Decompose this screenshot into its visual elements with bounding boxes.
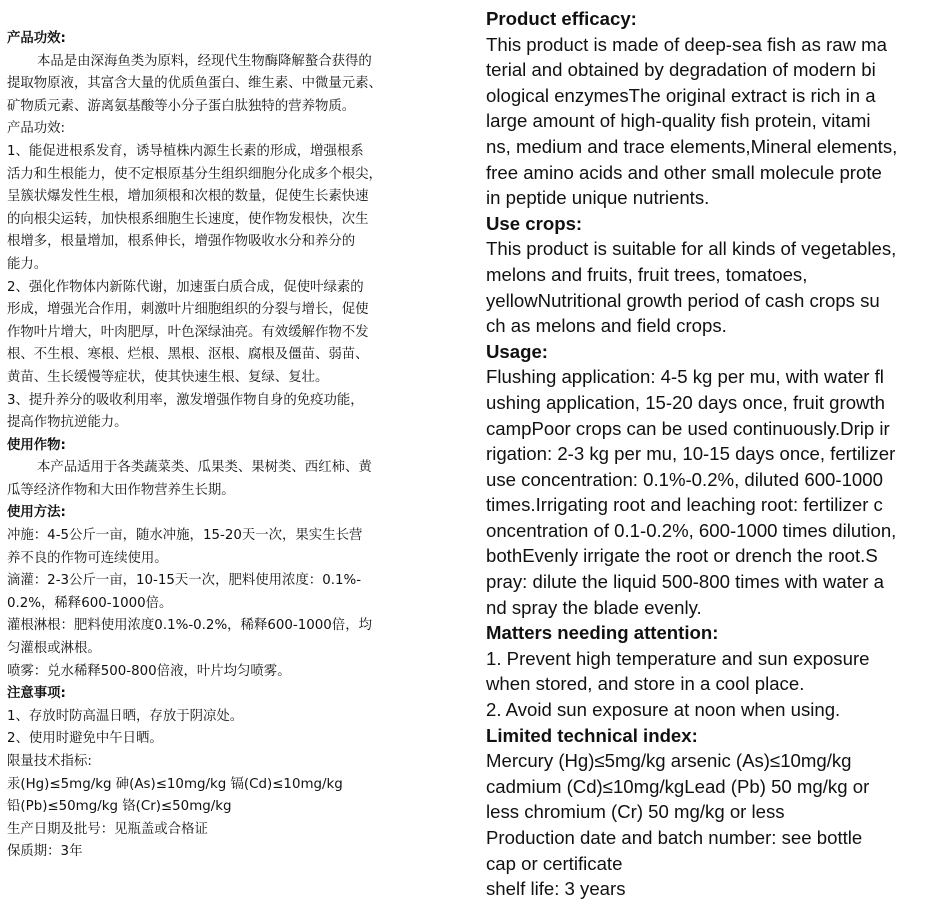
zh-text-line: 活力和生根能力，使不定根原基分生组织细胞分化成多个根尖， [7, 166, 382, 182]
zh-heading: 产品功效: [7, 31, 66, 46]
en-text-line: oncentration of 0.1-0.2%, 600-1000 times dilution, [486, 519, 897, 541]
en-heading: Limited technical index: [486, 724, 698, 746]
en-text-line: campPoor crops can be used continuously.Drip ir [486, 417, 890, 439]
chinese-text-column [7, 28, 459, 864]
en-text-line: cadmium (Cd)≤10mg/kgLead (Pb) 50 mg/kg or [486, 775, 870, 797]
en-text-line: shelf life: 3 years [486, 878, 626, 900]
en-text-line: ological enzymesThe original extract is rich in a [486, 84, 876, 106]
zh-text-line: 限量技术指标: [7, 754, 92, 769]
en-text-line: melons and fruits, fruit trees, tomatoes, [486, 263, 808, 285]
en-text-line: when stored, and store in a cool place. [486, 673, 805, 695]
en-text-line: terial and obtained by degradation of modern bi [486, 59, 876, 81]
en-heading: Usage: [486, 340, 549, 362]
zh-text-line: 养不良的作物可连续使用。 [7, 550, 168, 566]
en-text-line: pray: dilute the liquid 500-800 times with water a [486, 571, 884, 593]
zh-text-line: 瓜等经济作物和大田作物营养生长期。 [7, 482, 235, 498]
zh-text-line: 提高作物抗逆能力。 [7, 415, 128, 431]
zh-text-line: 生产日期及批号：见瓶盖或合格证 [7, 821, 208, 837]
zh-text-line: 形成，增强光合作用，刺激叶片细胞组织的分裂与增长，促使 [7, 302, 369, 318]
en-text-line: cap or certificate [486, 852, 623, 874]
zh-text-line: 2、使用时避免中午日晒。 [7, 731, 163, 747]
zh-text-line: 的向根尖运转，加快根系细胞生长速度，使作物发根快，次生 [7, 211, 369, 227]
zh-text-line: 喷雾：兑水稀释500-800倍液，叶片均匀喷雾。 [7, 663, 291, 679]
en-text-line: nd spray the blade evenly. [486, 596, 702, 618]
zh-text-line: 汞(Hg)≤5mg/kg 砷(As)≤10mg/kg 镉(Cd)≤10mg/kg [7, 776, 343, 792]
en-text-line: Flushing application: 4-5 kg per mu, with water fl [486, 366, 884, 388]
en-text-line: free amino acids and other small molecule prote [486, 161, 882, 183]
zh-text-line: 矿物质元素、游离氨基酸等小分子蛋白肽独特的营养物质。 [7, 98, 356, 114]
zh-text-line: 产品功效: [7, 121, 66, 137]
en-heading: Matters needing attention: [486, 622, 719, 644]
zh-text-line: 1、能促进根系发育，诱导植株内源生长素的形成，增强根系 [7, 143, 364, 159]
en-heading: Product efficacy: [486, 8, 637, 29]
en-text-line: 1. Prevent high temperature and sun exposure [486, 647, 870, 669]
zh-text-line: 作物叶片增大，叶肉肥厚，叶色深绿油亮。有效缓解作物不发 [7, 324, 369, 340]
zh-text-line: 匀灌根或淋根。 [7, 641, 101, 657]
zh-text-line: 本品是由深海鱼类为原料，经现代生物酶降解螯合获得的 [37, 53, 372, 69]
en-text-line: ch as melons and field crops. [486, 315, 727, 337]
zh-text-line: 能力。 [7, 256, 48, 272]
en-text-line: bothEvenly irrigate the root or drench the root.S [486, 545, 878, 567]
zh-text-line: 保质期：3年 [7, 844, 83, 860]
en-heading: Use crops: [486, 212, 583, 234]
english-text-column [486, 6, 948, 902]
en-text-line: use concentration: 0.1%-0.2%, diluted 600-1000 [486, 468, 883, 490]
en-text-line: 2. Avoid sun exposure at noon when using. [486, 699, 841, 721]
zh-text-line: 黄苗、生长缓慢等症状，使其快速生根、复绿、复壮。 [7, 369, 329, 385]
zh-text-line: 根、不生根、寒根、烂根、黑根、沤根、腐根及僵苗、弱苗、 [7, 347, 369, 363]
zh-text-line: 灌根淋根：肥料使用浓度0.1%-0.2%，稀释600-1000倍，均 [7, 618, 372, 634]
zh-text-line: 铅(Pb)≤50mg/kg 铬(Cr)≤50mg/kg [7, 799, 232, 815]
zh-text-line: 呈簇状爆发性生根，增加须根和次根的数量，促使生长素快速 [7, 189, 369, 205]
en-text-line: large amount of high-quality fish protein, vitami [486, 110, 871, 132]
zh-text-line: 提取物原液，其富含大量的优质鱼蛋白、维生素、中微量元素、 [7, 76, 382, 92]
en-text-line: This product is made of deep-sea fish as raw ma [486, 33, 887, 55]
en-text-line: yellowNutritional growth period of cash crops su [486, 289, 880, 311]
zh-text-line: 本产品适用于各类蔬菜类、瓜果类、果树类、西红柿、黄 [37, 460, 372, 476]
en-text-line: rigation: 2-3 kg per mu, 10-15 days once, fertilizer [486, 443, 896, 465]
zh-heading: 使用作物: [7, 437, 66, 453]
en-text-line: times.Irrigating root and leaching root: fertilizer c [486, 494, 883, 516]
zh-heading: 使用方法: [7, 505, 66, 521]
zh-text-line: 0.2%，稀释600-1000倍。 [7, 595, 173, 611]
en-text-line: Mercury (Hg)≤5mg/kg arsenic (As)≤10mg/kg [486, 750, 852, 772]
zh-text-line: 滴灌：2-3公斤一亩，10-15天一次，肥料使用浓度：0.1%- [7, 573, 362, 589]
en-text-line: less chromium (Cr) 50 mg/kg or less [486, 801, 785, 823]
zh-heading: 注意事项: [7, 686, 66, 702]
zh-text-line: 1、存放时防高温日晒，存放于阴凉处。 [7, 708, 244, 724]
en-text-line: ns, medium and trace elements,Mineral elements, [486, 135, 898, 157]
zh-text-line: 根增多，根量增加，根系伸长，增强作物吸收水分和养分的 [7, 234, 356, 250]
en-text-line: ushing application, 15-20 days once, fruit growth [486, 391, 885, 413]
zh-text-line: 冲施：4-5公斤一亩，随水冲施，15-20天一次，果实生长营 [7, 528, 363, 544]
zh-text-line: 2、强化作物体内新陈代谢，加速蛋白质合成，促使叶绿素的 [7, 279, 364, 295]
zh-text-line: 3、提升养分的吸收利用率，激发增强作物自身的免疫功能， [7, 392, 364, 408]
en-text-line: This product is suitable for all kinds of vegetables, [486, 238, 897, 260]
en-text-line: in peptide unique nutrients. [486, 187, 710, 209]
en-text-line: Production date and batch number: see bottle [486, 827, 863, 848]
